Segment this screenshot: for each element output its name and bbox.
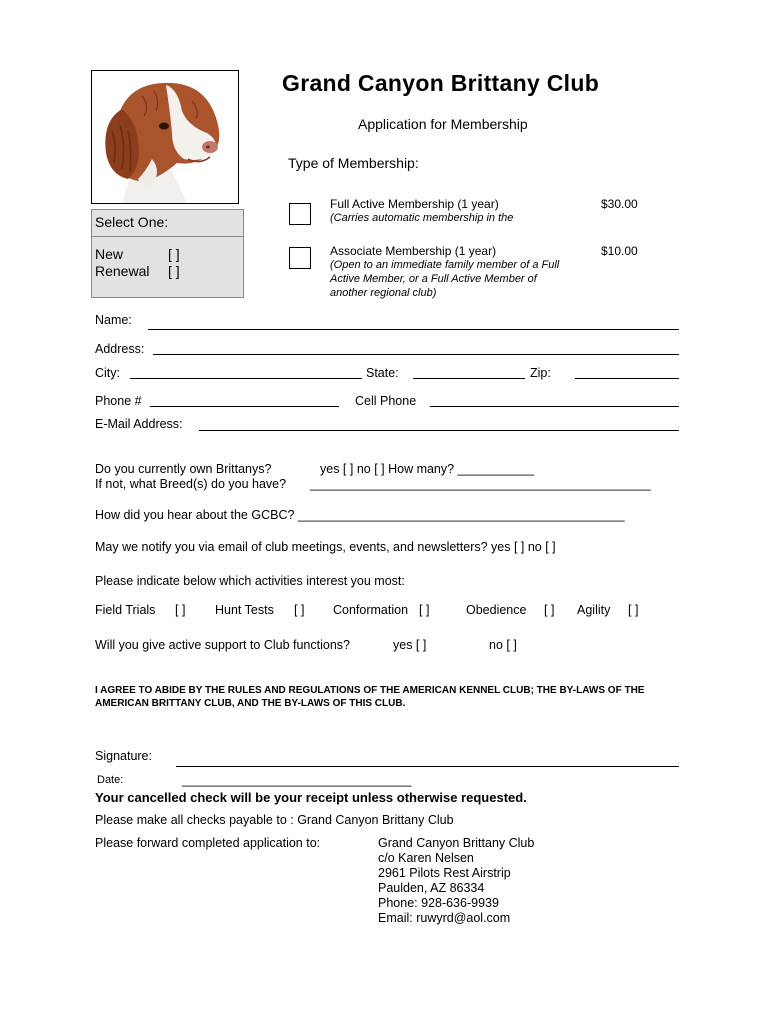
mailing-address bbox=[378, 836, 534, 926]
payable-note: Please make all checks payable to : Grand Canyon Brittany Club bbox=[95, 813, 454, 827]
full-active-label: Full Active Membership (1 year) bbox=[330, 197, 499, 211]
forward-note: Please forward completed application to: bbox=[95, 836, 321, 850]
associate-checkbox[interactable] bbox=[289, 247, 311, 269]
signature-label: Signature: bbox=[95, 749, 152, 763]
own-brittanys-question: Do you currently own Brittanys? bbox=[95, 462, 272, 476]
conformation-checkbox[interactable]: [ ] bbox=[419, 603, 430, 617]
full-active-price: $30.00 bbox=[601, 197, 638, 211]
email-line: Email: ruwyrd@aol.com bbox=[378, 911, 511, 925]
phone-label: Phone # bbox=[95, 394, 142, 408]
phone-line: Phone: 928-636-9939 bbox=[378, 896, 499, 910]
agility-checkbox[interactable]: [ ] bbox=[628, 603, 639, 617]
membership-type-heading: Type of Membership: bbox=[288, 155, 419, 171]
cell-phone-input-line[interactable] bbox=[430, 406, 679, 407]
state-label: State: bbox=[366, 366, 399, 380]
address-line: 2961 Pilots Rest Airstrip bbox=[378, 866, 511, 880]
receipt-note: Your cancelled check will be your receipt unless otherwise requested. bbox=[95, 790, 527, 805]
select-one-heading: Select One: bbox=[95, 214, 169, 230]
option-new-label: New bbox=[95, 246, 124, 262]
phone-input-line[interactable] bbox=[150, 406, 339, 407]
email-input-line[interactable] bbox=[199, 430, 679, 431]
field-trials-label: Field Trials bbox=[95, 603, 156, 617]
associate-note: (Open to an immediate family member of a Full Active Member, or a Full Active Member of another regional club) bbox=[330, 259, 560, 299]
address-line: Paulden, AZ 86334 bbox=[378, 881, 485, 895]
club-title: Grand Canyon Brittany Club bbox=[282, 70, 600, 96]
interest-prompt: Please indicate below which activities interest you most: bbox=[95, 574, 405, 588]
cell-phone-label: Cell Phone bbox=[355, 394, 417, 408]
associate-label: Associate Membership (1 year) bbox=[330, 244, 497, 258]
address-input-line[interactable] bbox=[153, 354, 679, 355]
city-label: City: bbox=[95, 366, 120, 380]
support-yes-checkbox[interactable]: yes [ ] bbox=[393, 638, 427, 652]
associate-price: $10.00 bbox=[601, 244, 638, 258]
own-brittanys-answer[interactable]: yes [ ] no [ ] How many? ___________ bbox=[320, 462, 535, 476]
obedience-checkbox[interactable]: [ ] bbox=[544, 603, 555, 617]
brittany-dog-logo bbox=[91, 70, 239, 204]
field-trials-checkbox[interactable]: [ ] bbox=[175, 603, 186, 617]
form-subtitle: Application for Membership bbox=[358, 116, 528, 132]
date-label: Date: bbox=[97, 774, 124, 786]
zip-label: Zip: bbox=[530, 366, 551, 380]
address-line: Grand Canyon Brittany Club bbox=[378, 836, 535, 850]
name-label: Name: bbox=[95, 313, 132, 327]
signature-input-line[interactable] bbox=[176, 766, 679, 767]
notify-question[interactable]: May we notify you via email of club meetings, events, and newsletters? yes [ ] no [ ] bbox=[95, 540, 556, 554]
address-label: Address: bbox=[95, 342, 145, 356]
email-label: E-Mail Address: bbox=[95, 417, 183, 431]
support-question: Will you give active support to Club functions? bbox=[95, 638, 350, 652]
full-active-note: (Carries automatic membership in the bbox=[330, 212, 514, 224]
conformation-label: Conformation bbox=[333, 603, 409, 617]
support-no-checkbox[interactable]: no [ ] bbox=[489, 638, 517, 652]
dog-head-icon bbox=[92, 71, 238, 203]
city-input-line[interactable] bbox=[130, 378, 362, 379]
obedience-label: Obedience bbox=[466, 603, 527, 617]
hunt-tests-checkbox[interactable]: [ ] bbox=[294, 603, 305, 617]
date-input-line[interactable]: _________________________________ bbox=[182, 773, 412, 787]
address-line: c/o Karen Nelsen bbox=[378, 851, 474, 865]
select-one-box bbox=[91, 209, 244, 298]
name-input-line[interactable] bbox=[148, 329, 679, 330]
zip-input-line[interactable] bbox=[575, 378, 679, 379]
option-renewal-label: Renewal bbox=[95, 263, 150, 279]
breed-question: If not, what Breed(s) do you have? bbox=[95, 477, 287, 491]
divider bbox=[92, 236, 243, 237]
hunt-tests-label: Hunt Tests bbox=[215, 603, 274, 617]
option-renewal-checkbox[interactable]: [ ] bbox=[168, 263, 180, 279]
option-new-checkbox[interactable]: [ ] bbox=[168, 246, 180, 262]
breed-input-line[interactable]: _________________________________________________ bbox=[310, 477, 651, 491]
full-active-checkbox[interactable] bbox=[289, 203, 311, 225]
hear-about-question[interactable]: How did you hear about the GCBC? _______________________________________________ bbox=[95, 508, 625, 522]
agility-label: Agility bbox=[577, 603, 611, 617]
agreement-statement: I AGREE TO ABIDE BY THE RULES AND REGULATIONS OF THE AMERICAN KENNEL CLUB; THE BY-LAWS OF THE AMERICAN BRITTANY CLUB, AND THE BY-LAWS OF THIS CLUB. bbox=[95, 685, 645, 709]
state-input-line[interactable] bbox=[413, 378, 525, 379]
